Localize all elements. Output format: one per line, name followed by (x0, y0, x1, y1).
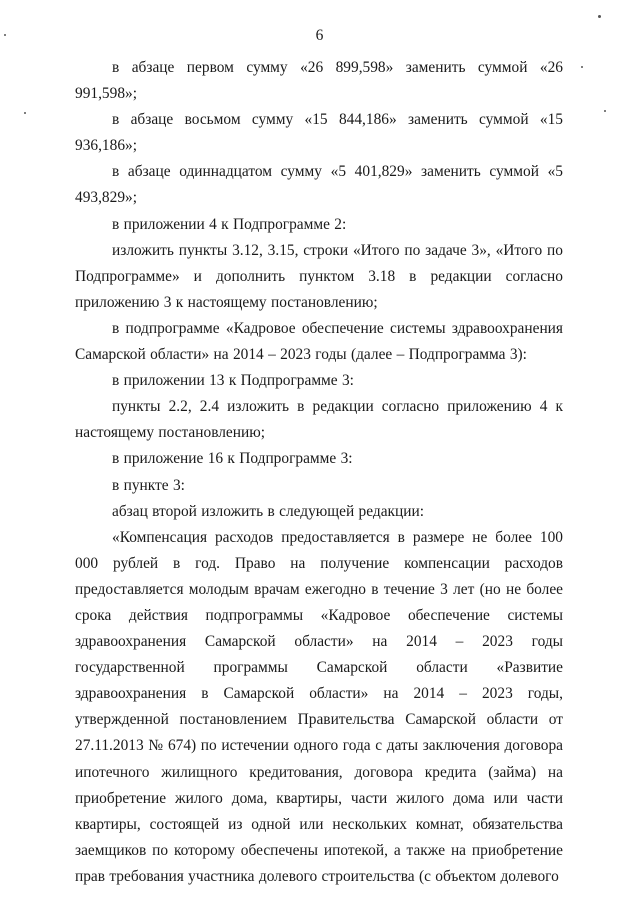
scan-speck (581, 66, 583, 68)
paragraph-9: в приложение 16 к Подпрограмме 3: (112, 450, 353, 468)
page-number: 6 (315, 27, 324, 44)
paragraph-3: в абзаце одиннадцатом сумму «5 401,829» заменить суммой «5 493,829»; (75, 163, 563, 207)
paragraph-6: в подпрограмме «Кадровое обеспечение системы здравоохранения Самарской области» на 2014 – 2023 годы (далее – Подпрограмма 3): (75, 319, 563, 364)
paragraph-12: «Компенсация расходов предоставляется в размере не более 100 000 рублей в год. Право на получение компенсации расходов предоставляется молодым врачам ежегодно в течение 3 лет (но не более срока действия подпрограммы «Кадровое обеспечение системы здравоохранения Самарской области» на 2014 – 2023 годы государственной программы Самарской области «Развитие здравоохранения в Самарской области» на 2014 – 2023 годы, утвержденной постановлением Правительства Самарской области от 27.11.2013 № 674) по истечении одного года с даты заключения договора ипотечного жилищного кредитования, договора кредита (займа) на приобретение жилого дома, квартиры, части жилого дома или части квартиры, состоящей из одной или нескольких комнат, обязательства заемщиков по которому обеспечены ипотекой, а также на приобретение прав требования участника долевого строительства (с объектом долевого (75, 528, 563, 885)
scan-speck (598, 15, 601, 18)
paragraph-11: абзац второй изложить в следующей редакции: (112, 502, 424, 520)
scan-speck (4, 34, 6, 36)
scan-speck (24, 112, 26, 114)
paragraph-8: пункты 2.2, 2.4 изложить в редакции согласно приложению 4 к настоящему постановлению; (75, 398, 563, 442)
paragraph-7: в приложении 13 к Подпрограмме 3: (112, 372, 354, 390)
paragraph-1: в абзаце первом сумму «26 899,598» заменить суммой «26 991,598»; (75, 59, 563, 103)
document-body (75, 55, 563, 890)
paragraph-2: в абзаце восьмом сумму «15 844,186» заменить суммой «15 936,186»; (75, 111, 563, 155)
paragraph-10: в пункте 3: (112, 476, 185, 494)
scan-speck (604, 110, 606, 112)
paragraph-5: изложить пункты 3.12, 3.15, строки «Итого по задаче 3», «Итого по Подпрограмме» и дополнить пунктом 3.18 в редакции согласно приложению 3 к настоящему постановлению; (75, 241, 563, 311)
paragraph-4: в приложении 4 к Подпрограмме 2: (112, 215, 347, 233)
